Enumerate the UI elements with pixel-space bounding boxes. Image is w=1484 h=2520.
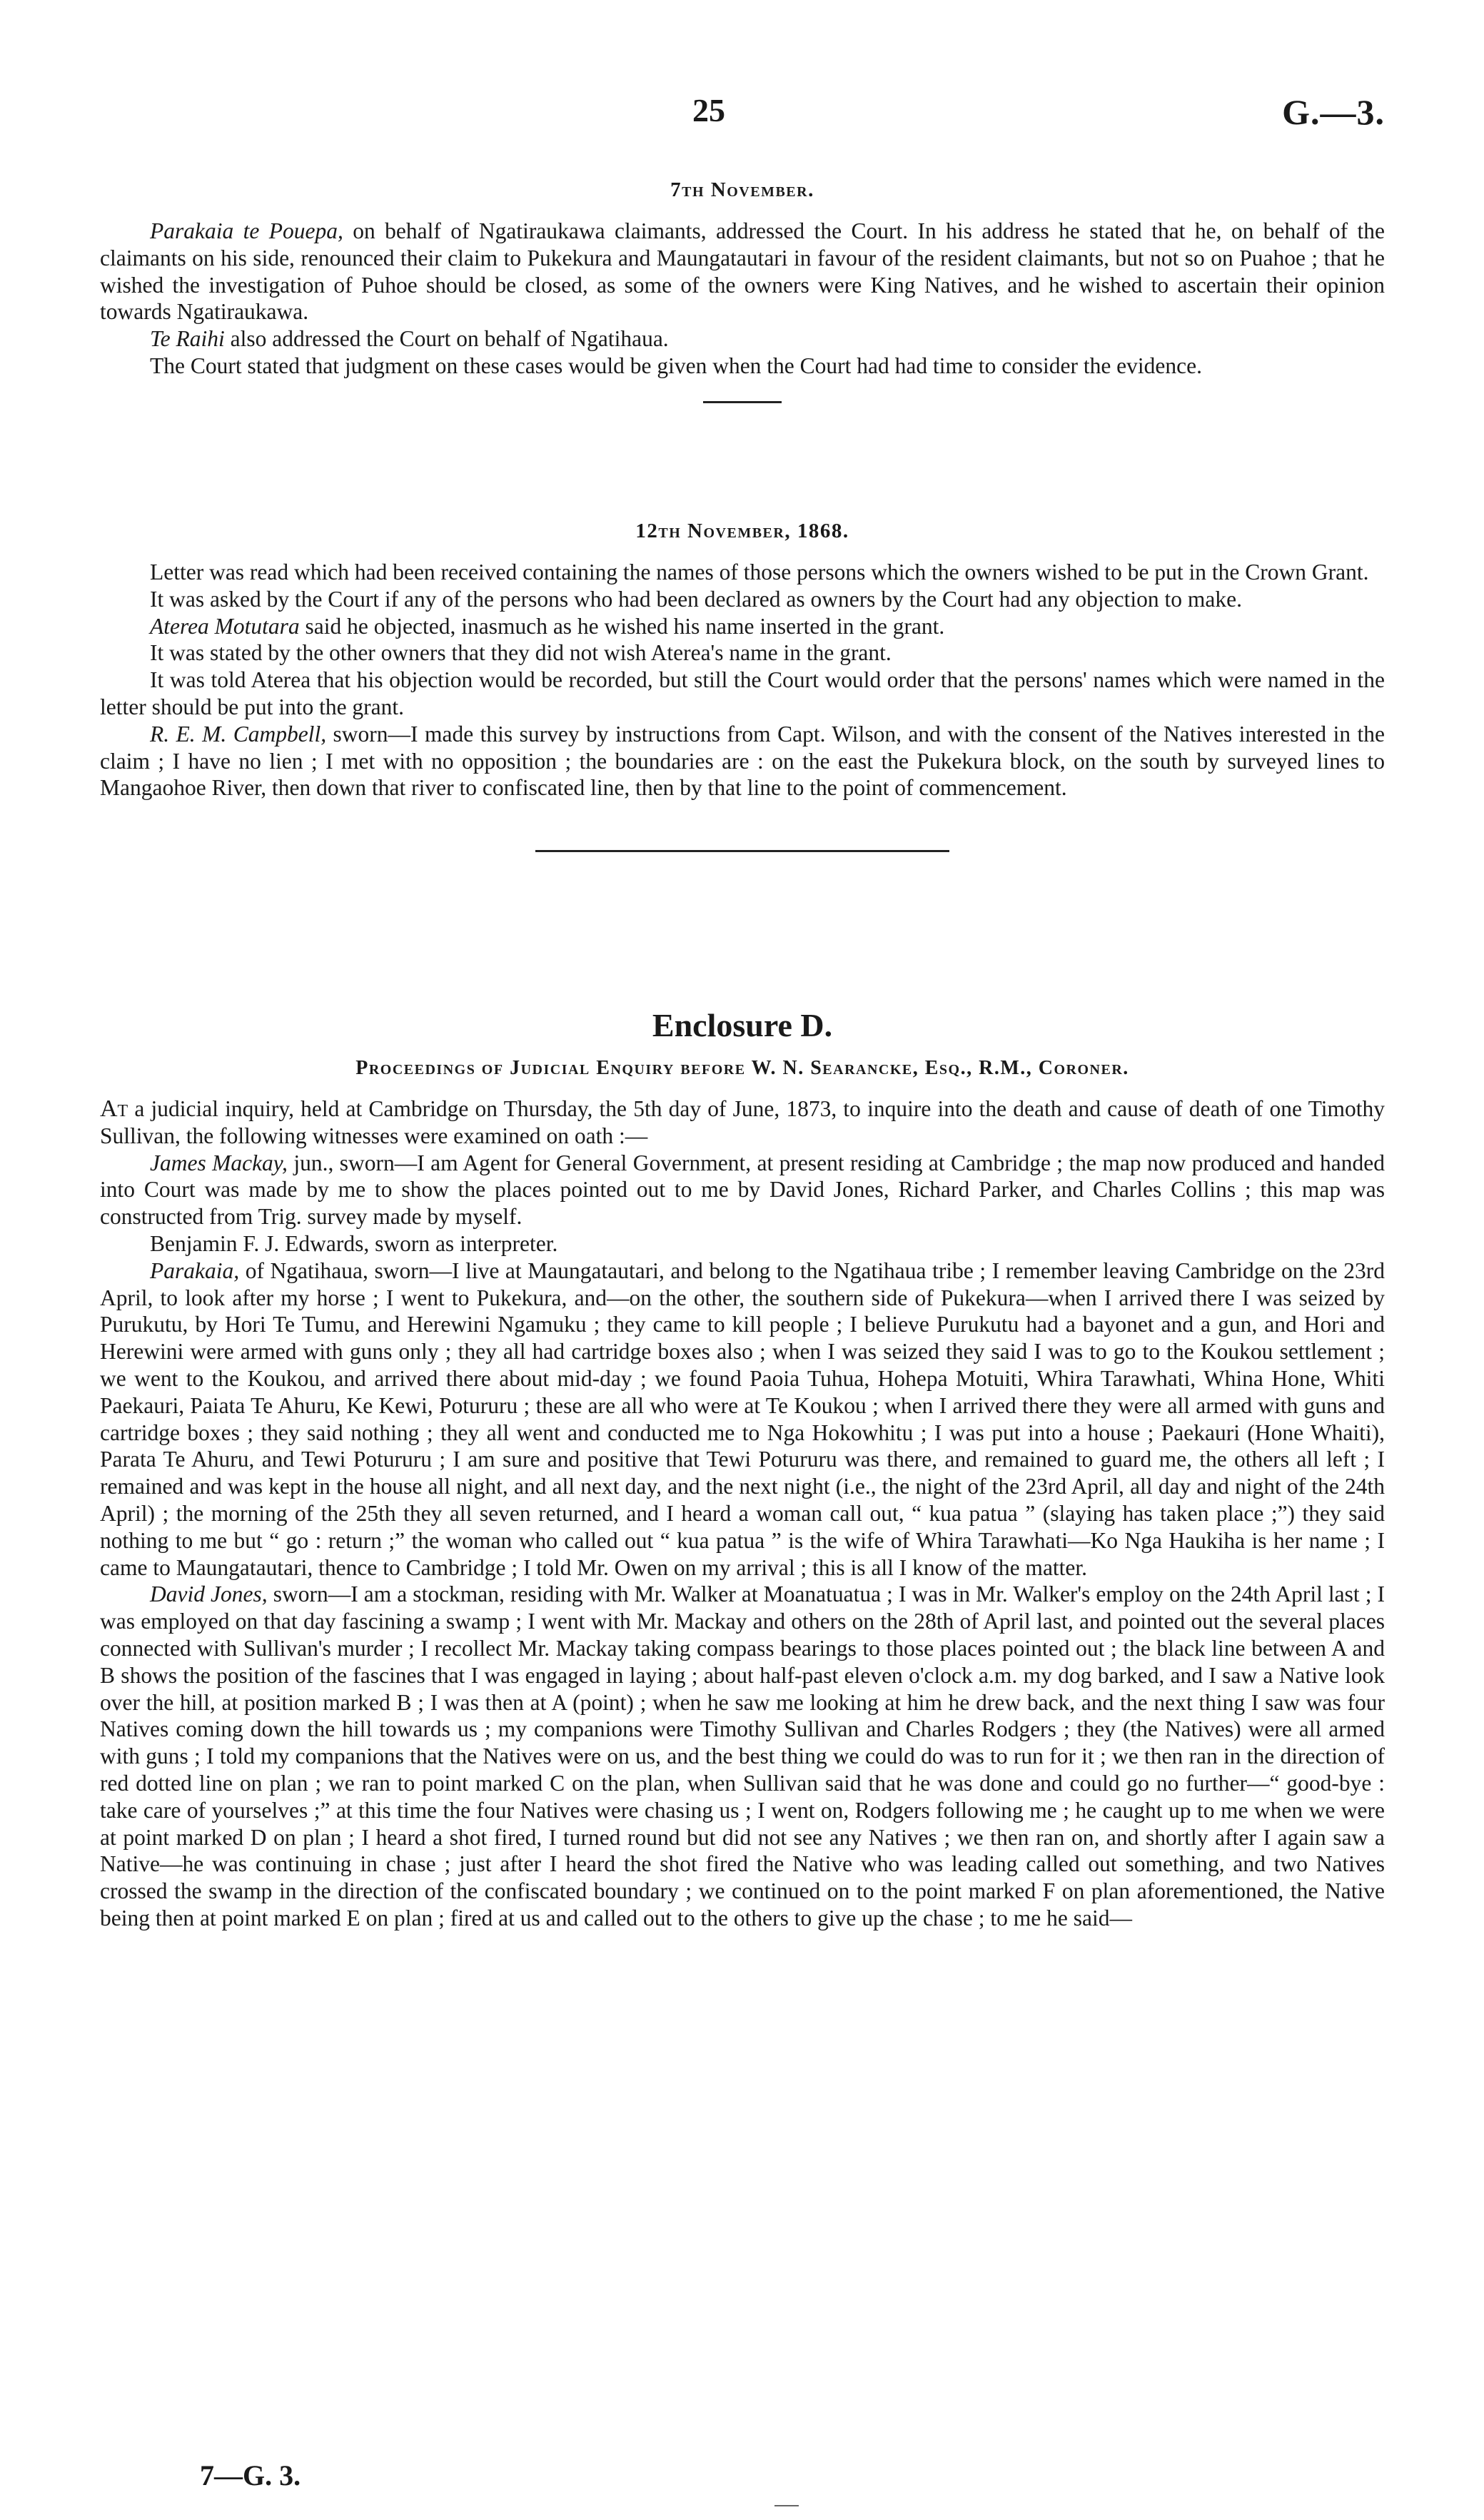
- opening-paragraph: [100, 1095, 1385, 1150]
- speaker-name: David Jones,: [150, 1582, 268, 1607]
- section-7th-november: [100, 178, 1385, 403]
- paragraph-text: said he objected, inasmuch as he wished his name inserted in the grant.: [299, 613, 945, 639]
- speaker-name: R. E. M. Campbell,: [150, 721, 327, 747]
- paragraph-text: It was stated by the other owners that they did not wish Aterea's name in the grant.: [150, 640, 892, 666]
- testimony-paragraph: [100, 1581, 1385, 1931]
- paragraph: [100, 218, 1385, 325]
- paragraph: [100, 667, 1385, 721]
- enclosure-d: [100, 1006, 1385, 1932]
- paragraph-text: It was asked by the Court if any of the persons who had been declared as owners by the Court had any objection to make.: [150, 586, 1242, 612]
- paragraph: [100, 559, 1385, 586]
- enclosure-divider: [535, 850, 949, 852]
- enclosure-title: Enclosure D.: [652, 1007, 833, 1043]
- paragraph: [100, 353, 1385, 380]
- sheet-signature: 7—G. 3.: [200, 2459, 301, 2491]
- page-header: [100, 91, 1385, 141]
- paragraph-text: a judicial inquiry, held at Cambridge on Thursday, the 5th day of June, 1873, to inquire into the death and cause of death of one Timothy Sullivan, the following witnesses were examined on oath :—: [100, 1096, 1385, 1148]
- testimony-paragraph: [100, 1230, 1385, 1258]
- paragraph-text: Benjamin F. J. Edwards, sworn as interpreter.: [150, 1230, 558, 1256]
- paragraph-text: sworn—I am a stockman, residing with Mr. Walker at Moanatuatua ; I was in Mr. Walker's employ on the 24th April last ; I was employed on that day fascining a swamp ; I went with Mr. Mackay and others on the 28th of April last, and pointed out the several places connected with Sullivan's murder ; I recollect Mr. Mackay taking compass bearings to those places pointed out ; the black line between A and B shows the position of the fascines that I was engaged in laying ; about half-past eleven o'clock a.m. my dog barked, and I saw a Native look over the hill, at position marked B ; I was then at A (point) ; when he saw me looking at him he drew back, and the next thing I saw was four Natives coming down the hill towards us ; my companions were Timothy Sullivan and Charles Rodgers ; they (the Natives) were all armed with guns ; I told my companions that the Natives were on us, and the best thing we could do was to run for it ; we then ran in the direction of red dotted line on plan ; we ran to point marked C on the plan, when Sullivan said that he was done and could go no further—“ good-bye : take care of yourselves ;” at this time the four Natives were chasing us ; I went on, Rodgers following me ; he caught up to me when we were at point marked D on plan ; I heard a shot fired, I turned round but did not see any Natives ; we then ran on, and shortly after I again saw a Native—he was continuing in chase ; just after I heard the shot fired the Native who was leading called out something, and two Natives crossed the swamp in the direction of the confiscated boundary ; we continued on to the point marked F on plan aforementioned, the Native being then at point marked E on plan ; fired at us and called out to the others to give up the chase ; to me he said—: [100, 1582, 1385, 1931]
- document-reference: G.—3.: [1282, 92, 1385, 132]
- speaker-name: Te Raihi: [150, 326, 225, 352]
- testimony-paragraph: [100, 1258, 1385, 1582]
- paragraph-text: sworn—I made this survey by instructions from Capt. Wilson, and with the consent of the Natives interested in the claim ; I have no lien ; I met with no opposition ; the boundaries are : on the east the Pukekura block, on the south by surveyed lines to Mangaohoe River, then down that river to confiscated line, then by that line to the point of commencement.: [100, 721, 1385, 801]
- date-heading: 12th November, 1868.: [635, 520, 849, 542]
- paragraph: [100, 586, 1385, 613]
- testimony-paragraph: [100, 1150, 1385, 1230]
- speaker-name: James Mackay,: [150, 1150, 288, 1175]
- paragraph-text: jun., sworn—I am Agent for General Government, at present residing at Cambridge ; the map now produced and handed into Court was made by me to show the places pointed out to me by David Jones, Richard Parker, and Charles Collins ; this map was constructed from Trig. survey made by myself.: [100, 1150, 1385, 1230]
- speaker-name: Parakaia te Pouepa,: [150, 218, 343, 243]
- date-heading: 7th November.: [670, 178, 814, 201]
- paragraph: [100, 325, 1385, 353]
- page-number: 25: [692, 92, 725, 128]
- opening-first-word: At: [100, 1095, 128, 1122]
- paragraph-text: on behalf of Ngatiraukawa claimants, addressed the Court. In his address he stated that he, on behalf of the claimants on his side, renounced their claim to Pukekura and Maungatautari in favour of the resident claimants, but not so on Puahoe ; that he wished the investigation of Puhoe should be closed, as some of the owners were King Natives, and he wished to ascertain their opinion towards Ngatiraukawa.: [100, 218, 1385, 325]
- footer-mark: [774, 2505, 799, 2506]
- section-divider: [703, 401, 782, 403]
- speaker-name: Aterea Motutara: [150, 613, 300, 639]
- paragraph-text: Letter was read which had been received containing the names of those persons which the owners wished to be put in the Crown Grant.: [150, 560, 1369, 585]
- proceedings-heading: Proceedings of Judicial Enquiry before W. N. Searancke, Esq., R.M., Coroner.: [355, 1057, 1129, 1079]
- paragraph-text: also addressed the Court on behalf of Ngatihaua.: [224, 326, 669, 352]
- paragraph-text: of Ngatihaua, sworn—I live at Maungatautari, and belong to the Ngatihaua tribe ; I remember leaving Cambridge on the 23rd April, to look after my horse ; I went to Pukekura, and—on the other, the southern side of Pukekura—when I arrived there I was seized by Purukutu, by Hori Te Tumu, and Herewini Ngamuku ; they came to kill people ; I believe Purukutu had a bayonet and a gun, and Hori and Herewini were armed with guns only ; they all had cartridge boxes also ; when I was seized they said I was to go to the Koukou settlement ; we went to the Koukou, and arrived there about mid-day ; we found Paoia Tuhua, Hohepa Motuiti, Whira Tarawhati, Whina Hone, Whiti Paekauri, Paiata Te Ahuru, Ke Kewi, Potururu ; these are all who were at Te Koukou ; when I arrived there they were all armed with guns and cartridge boxes ; they said nothing ; they all went and conducted me to Nga Hokowhitu ; I was put into a house ; Paekauri (Hone Whaiti), Parata Te Ahuru, and Tewi Potururu ; I am sure and positive that Tewi Potururu was there, and remained to guard me, the others all left ; I remained and was kept in the house all night, and all next day, and the next night (i.e., the night of the 23rd April, all day and night of the 24th April) ; the morning of the 25th they all seven returned, and I heard a woman call out, “ kua patua ” (slaying has taken place ;”) they said nothing to me but “ go : return ;” the woman who called out “ kua patua ” is the wife of Whira Tarawhati—Ko Nga Haukiha is her name ; I came to Maungatautari, thence to Cambridge ; I told Mr. Owen on my arrival ; this is all I know of the matter.: [100, 1258, 1385, 1580]
- speaker-name: Parakaia,: [150, 1258, 240, 1283]
- paragraph-text: It was told Aterea that his objection would be recorded, but still the Court would order that the persons' names which were named in the letter should be put into the grant.: [100, 667, 1385, 719]
- paragraph: [100, 639, 1385, 667]
- paragraph-text: The Court stated that judgment on these cases would be given when the Court had had time to consider the evidence.: [150, 353, 1202, 378]
- section-12th-november: [100, 520, 1385, 852]
- paragraph: [100, 613, 1385, 640]
- paragraph: [100, 721, 1385, 801]
